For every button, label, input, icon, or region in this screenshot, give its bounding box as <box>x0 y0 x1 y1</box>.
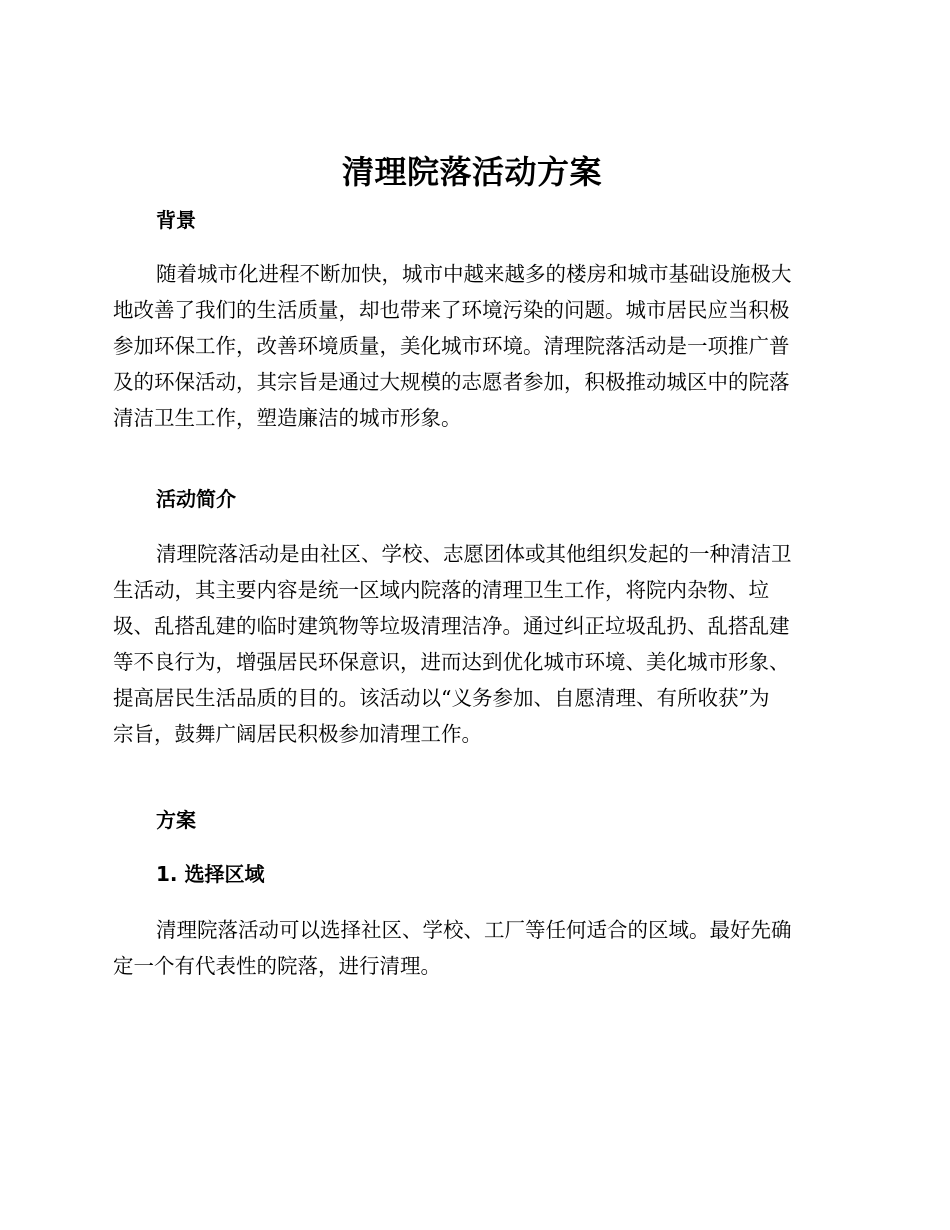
paragraph-line: 清理院落活动可以选择社区、学校、工厂等任何适合的区域。最好先确 <box>156 918 792 942</box>
section-paragraph-activity-intro <box>113 536 831 752</box>
paragraph-line: 生活动，其主要内容是统一区域内院落的清理卫生工作，将院内杂物、垃 <box>113 578 769 602</box>
paragraph-line: 圾、乱搭乱建的临时建筑物等垃圾清理洁净。通过纠正垃圾乱扔、乱搭乱建 <box>113 614 790 638</box>
document-title: 清理院落活动方案 <box>341 153 602 191</box>
section-heading-activity-intro: 活动简介 <box>156 487 236 511</box>
section-heading-select-area: 1. 选择区域 <box>156 862 265 886</box>
paragraph-line: 等不良行为，增强居民环保意识，进而达到优化城市环境、美化城市形象、 <box>113 650 790 674</box>
paragraph-line: 地改善了我们的生活质量，却也带来了环境污染的问题。城市居民应当积极 <box>113 298 790 322</box>
section-heading-background: 背景 <box>156 208 196 232</box>
paragraph-line: 及的环保活动，其宗旨是通过大规模的志愿者参加，积极推动城区中的院落 <box>113 370 790 394</box>
section-heading-plan: 方案 <box>156 808 196 832</box>
section-paragraph-background <box>113 256 831 436</box>
paragraph-line: 清理院落活动是由社区、学校、志愿团体或其他组织发起的一种清洁卫 <box>156 542 792 566</box>
paragraph-line: 清洁卫生工作，塑造廉洁的城市形象。 <box>113 406 462 430</box>
paragraph-line: 随着城市化进程不断加快，城市中越来越多的楼房和城市基础设施极大 <box>156 262 792 286</box>
paragraph-line: 定一个有代表性的院落，进行清理。 <box>113 954 441 978</box>
paragraph-line: 提高居民生活品质的目的。该活动以“义务参加、自愿清理、有所收获”为 <box>113 686 770 710</box>
section-paragraph-select-area <box>113 912 831 984</box>
paragraph-line: 宗旨，鼓舞广阔居民积极参加清理工作。 <box>113 722 482 746</box>
paragraph-line: 参加环保工作，改善环境质量，美化城市环境。清理院落活动是一项推广普 <box>113 334 790 358</box>
